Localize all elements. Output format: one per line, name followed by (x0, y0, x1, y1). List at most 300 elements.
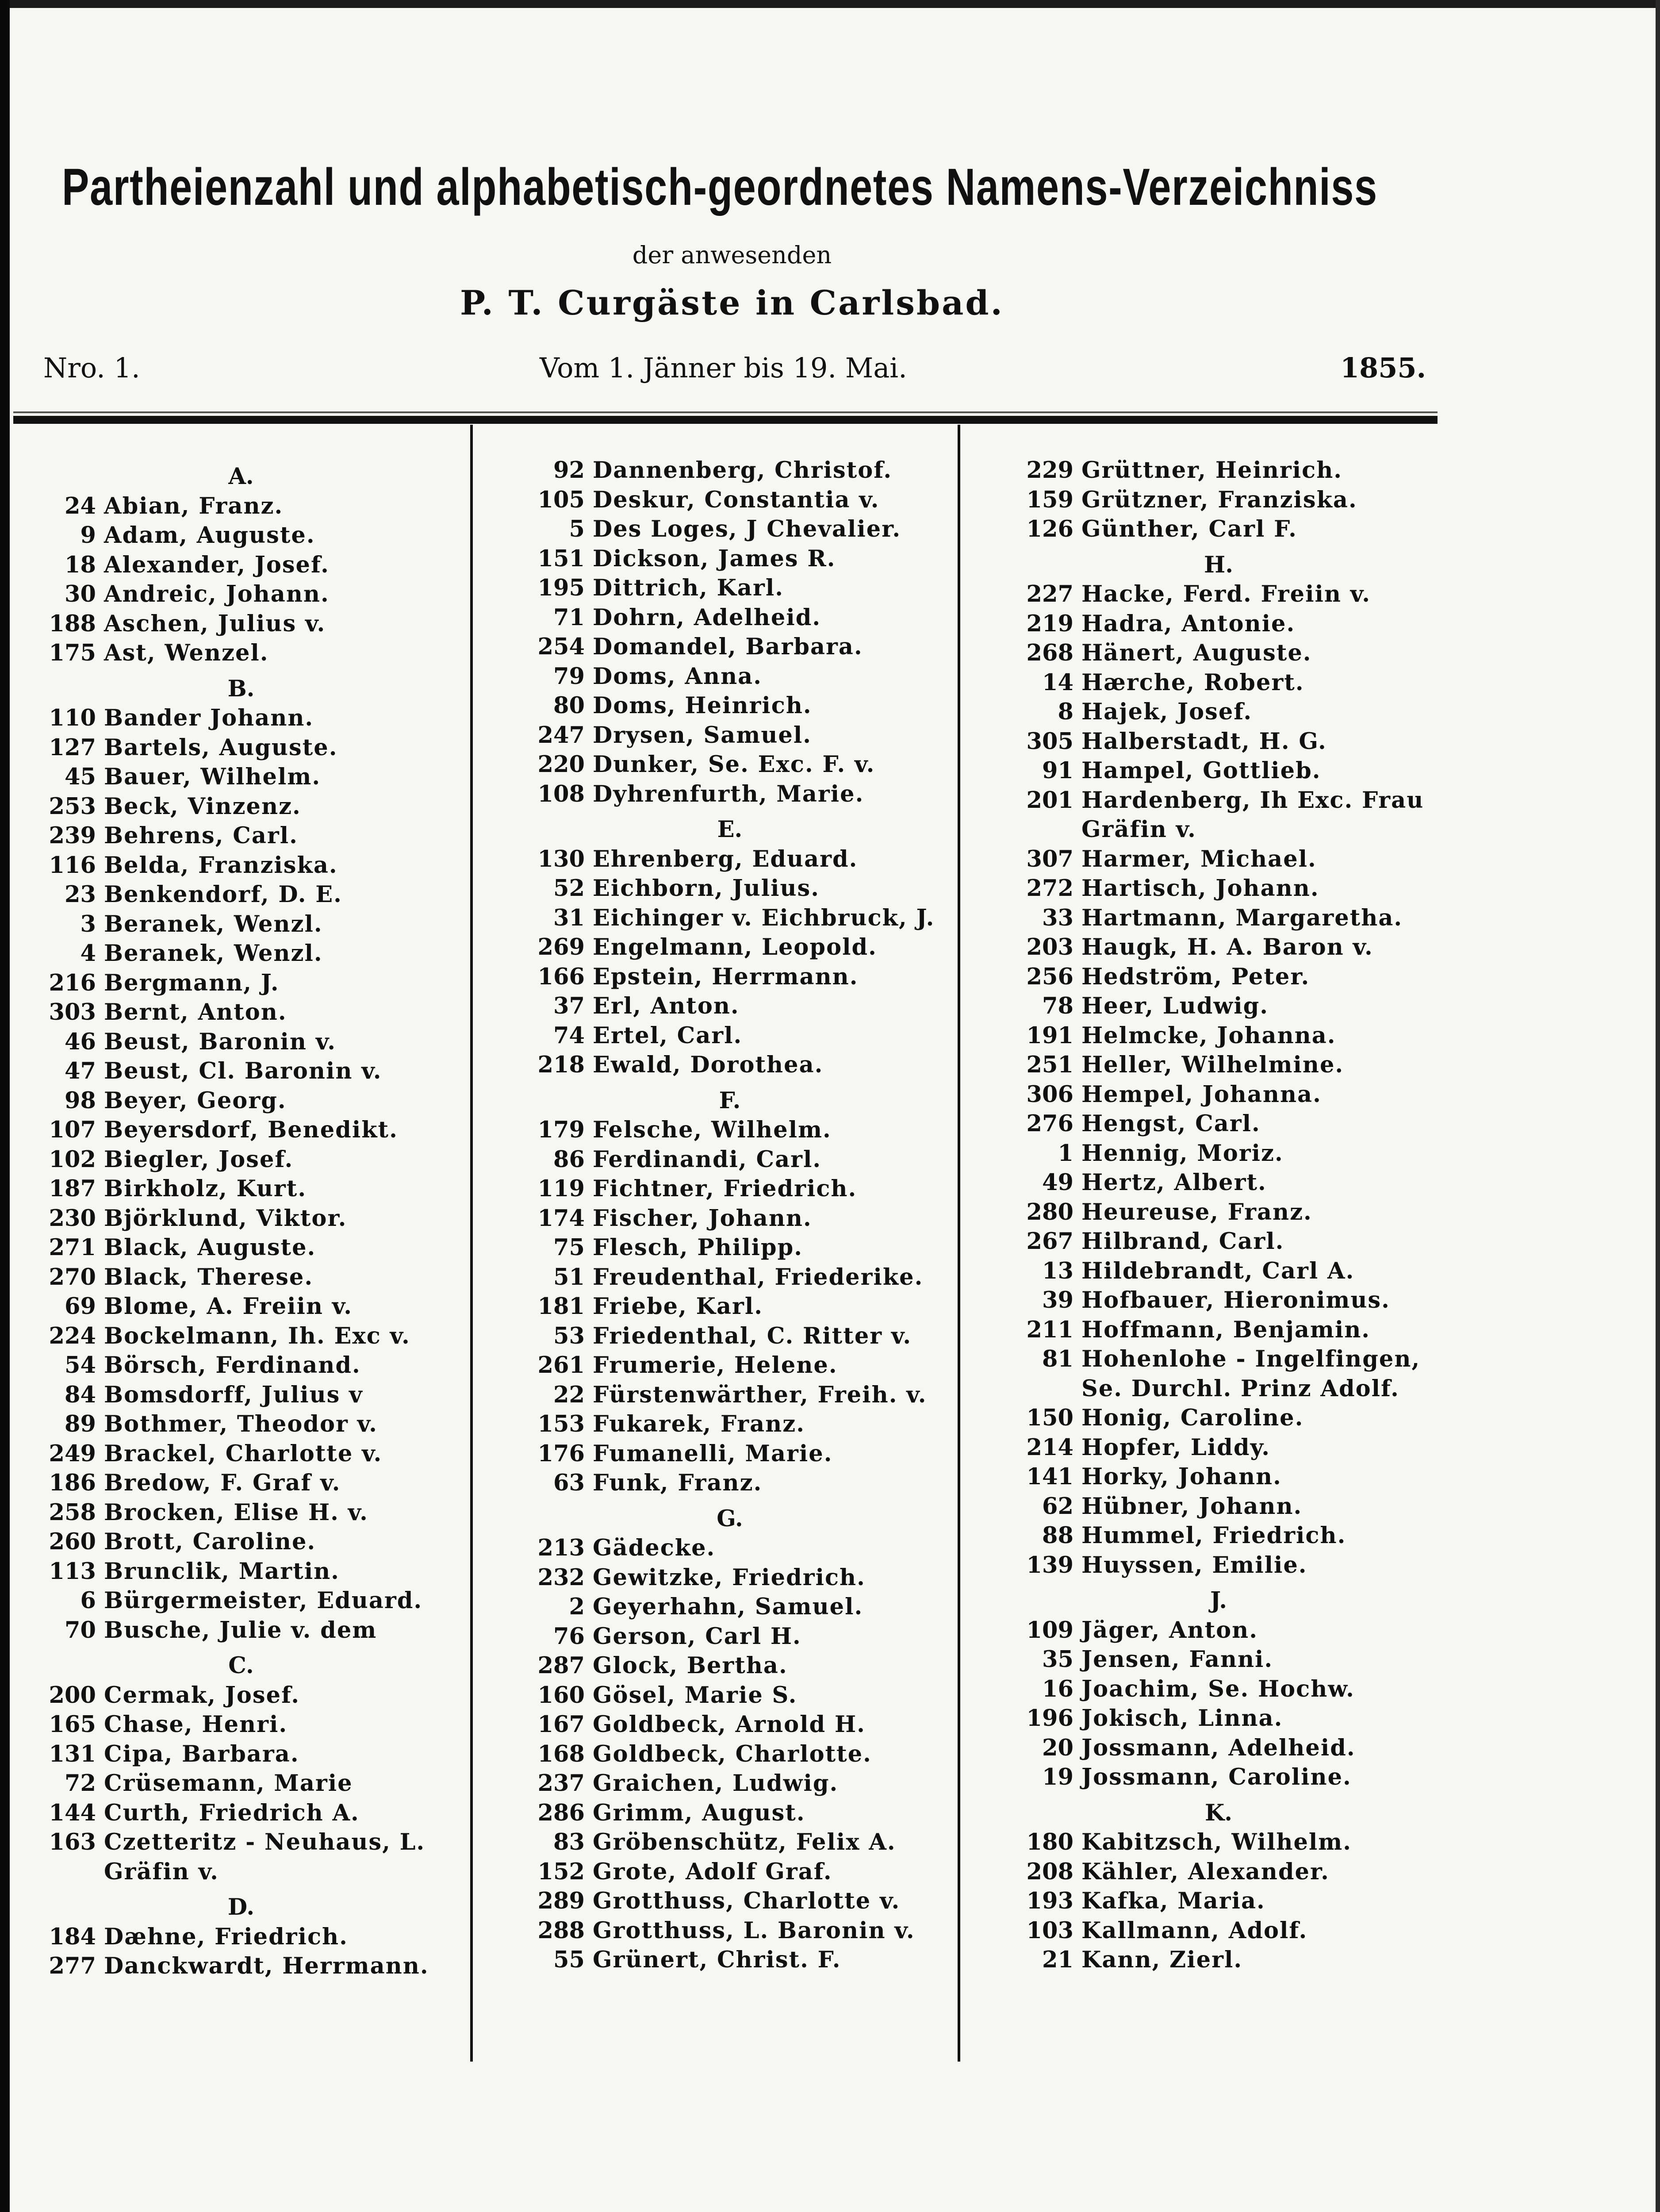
guest-name: Deskur, Constantia v. (593, 486, 880, 513)
guest-name: Bauer, Wilhelm. (104, 764, 321, 790)
list-item (20, 1351, 462, 1380)
party-number: 72 (65, 1770, 96, 1797)
guest-name: Crüsemann, Marie (104, 1770, 353, 1797)
list-item (20, 492, 462, 521)
party-number: 237 (537, 1770, 585, 1797)
list-item (509, 1563, 951, 1593)
party-number: 167 (537, 1711, 585, 1738)
column-divider-2 (958, 425, 960, 2062)
party-number: 62 (1042, 1493, 1073, 1520)
list-item (997, 1080, 1440, 1110)
party-number: 131 (49, 1740, 96, 1767)
list-item (997, 903, 1440, 933)
party-number: 76 (553, 1623, 585, 1650)
guest-name: Hofbauer, Hieronimus. (1081, 1287, 1390, 1313)
name-column-3 (997, 456, 1440, 1975)
guest-name: Black, Therese. (104, 1263, 314, 1290)
list-item (20, 1951, 462, 1981)
guest-name: Hempel, Johanna. (1081, 1081, 1322, 1108)
issue-year: 1855. (1340, 352, 1426, 384)
party-number: 160 (537, 1682, 585, 1709)
list-item (509, 1468, 951, 1498)
list-item (20, 1233, 462, 1263)
guest-name: Benkendorf, D. E. (104, 881, 342, 908)
list-item (20, 703, 462, 733)
party-number: 24 (65, 492, 96, 519)
guest-name: Grotthuss, L. Baronin v. (593, 1917, 915, 1944)
party-number: 31 (553, 904, 585, 931)
guest-name: Gewitzke, Friedrich. (593, 1564, 866, 1591)
guest-name: Gerson, Carl H. (593, 1623, 801, 1650)
name-column-2 (509, 456, 951, 1975)
party-number: 18 (65, 551, 96, 578)
guest-name: Engelmann, Leopold. (593, 934, 877, 960)
list-item (997, 1492, 1440, 1521)
list-item (509, 1886, 951, 1916)
list-item (997, 1050, 1440, 1080)
guest-name: Heller, Wilhelmine. (1081, 1052, 1344, 1078)
guest-name: Bergmann, J. (104, 969, 280, 996)
list-item (997, 1462, 1440, 1492)
party-number: 20 (1042, 1734, 1073, 1761)
list-item (509, 1740, 951, 1769)
list-item (509, 962, 951, 992)
guest-name: Blome, A. Freiin v. (104, 1293, 353, 1320)
guest-name-continuation: Gräfin v. (1081, 816, 1196, 843)
party-number: 13 (1042, 1257, 1073, 1284)
list-item (997, 697, 1440, 727)
party-number: 130 (537, 845, 585, 872)
list-item (20, 1922, 462, 1952)
guest-name: Grote, Adolf Graf. (593, 1858, 832, 1885)
party-number: 16 (1042, 1675, 1073, 1702)
party-number: 159 (1026, 486, 1073, 513)
list-item (997, 1521, 1440, 1551)
party-number: 78 (1042, 993, 1073, 1019)
party-number: 201 (1026, 787, 1073, 814)
party-number: 251 (1026, 1052, 1073, 1078)
guest-name: Black, Auguste. (104, 1234, 316, 1261)
guest-name: Belda, Franziska. (104, 852, 338, 879)
party-number: 227 (1026, 581, 1073, 607)
party-number: 1 (1058, 1140, 1073, 1167)
guest-name: Horky, Johann. (1081, 1463, 1282, 1490)
guest-name: Grüttner, Heinrich. (1081, 457, 1343, 484)
guest-name: Hoffmann, Benjamin. (1081, 1316, 1371, 1343)
party-number: 98 (65, 1087, 96, 1114)
list-item (509, 456, 951, 485)
party-number: 272 (1026, 875, 1073, 902)
party-number: 247 (537, 722, 585, 749)
list-item (20, 880, 462, 910)
party-number: 6 (80, 1587, 96, 1614)
guest-name: Abian, Franz. (104, 492, 284, 519)
party-number: 219 (1026, 610, 1073, 637)
party-number: 306 (1026, 1081, 1073, 1108)
party-number: 107 (49, 1117, 96, 1143)
subtitle-heading: P. T. Curgäste in Carlsbad. (460, 283, 1004, 323)
list-item (509, 603, 951, 633)
list-item (997, 786, 1440, 815)
list-item (997, 456, 1440, 485)
guest-name: Jensen, Fanni. (1081, 1646, 1273, 1673)
letter-heading: C. (228, 1652, 254, 1679)
list-item (509, 991, 951, 1021)
party-number: 105 (537, 486, 585, 513)
guest-name: Grotthuss, Charlotte v. (593, 1888, 901, 1914)
list-item (997, 1616, 1440, 1645)
list-item (20, 1086, 462, 1116)
list-item (509, 1380, 951, 1410)
list-item (997, 1315, 1440, 1345)
party-number: 23 (65, 881, 96, 908)
column-divider-1 (470, 425, 473, 2062)
list-item (509, 1050, 951, 1080)
guest-name: Börsch, Ferdinand. (104, 1352, 361, 1379)
name-column-1 (20, 456, 462, 1981)
guest-name: Fumanelli, Marie. (593, 1440, 833, 1467)
guest-name: Glock, Bertha. (593, 1652, 788, 1679)
party-number: 186 (49, 1470, 96, 1496)
list-item (20, 1710, 462, 1740)
guest-name: Kann, Zierl. (1081, 1947, 1243, 1973)
scan-border-left (0, 0, 10, 2212)
guest-name-continuation: Gräfin v. (104, 1858, 219, 1885)
party-number: 174 (537, 1205, 585, 1232)
guest-name: Günther, Carl F. (1081, 516, 1297, 542)
guest-name: Jokisch, Linna. (1081, 1705, 1283, 1732)
guest-name: Chase, Henri. (104, 1711, 288, 1738)
issue-number: Nro. 1. (43, 352, 140, 384)
list-item (20, 1557, 462, 1586)
guest-name: Grünert, Christ. F. (593, 1947, 841, 1973)
list-item (509, 1592, 951, 1622)
letter-heading: K. (1204, 1799, 1233, 1826)
party-number: 151 (537, 545, 585, 572)
guest-name: Frumerie, Helene. (593, 1352, 838, 1379)
guest-name: Hærche, Robert. (1081, 669, 1304, 696)
party-number: 30 (65, 581, 96, 607)
guest-name: Dunker, Se. Exc. F. v. (593, 751, 875, 778)
guest-name: Joachim, Se. Hochw. (1081, 1675, 1355, 1702)
guest-name: Hadra, Antonie. (1081, 610, 1296, 637)
guest-name: Cermak, Josef. (104, 1682, 300, 1709)
list-item (20, 1409, 462, 1439)
guest-name: Brunclik, Martin. (104, 1558, 340, 1585)
party-number: 165 (49, 1711, 96, 1738)
guest-name: Hennig, Moriz. (1081, 1140, 1284, 1167)
list-item (509, 544, 951, 574)
party-number: 83 (553, 1829, 585, 1855)
list-item (20, 910, 462, 939)
party-number: 113 (49, 1558, 96, 1585)
party-number: 144 (49, 1799, 96, 1826)
guest-name: Kafka, Maria. (1081, 1888, 1265, 1914)
party-number: 196 (1026, 1705, 1073, 1732)
party-number: 216 (49, 969, 96, 996)
party-number: 80 (553, 692, 585, 719)
guest-name: Biegler, Josef. (104, 1146, 294, 1173)
guest-name: Flesch, Philipp. (593, 1234, 803, 1261)
guest-name: Epstein, Herrmann. (593, 963, 859, 990)
guest-name: Haugk, H. A. Baron v. (1081, 934, 1373, 960)
list-item (997, 1763, 1440, 1792)
party-number: 187 (49, 1175, 96, 1202)
letter-heading: J. (1210, 1587, 1227, 1614)
guest-name: Heer, Ludwig. (1081, 993, 1269, 1019)
guest-name: Doms, Heinrich. (593, 692, 812, 719)
guest-name: Heureuse, Franz. (1081, 1198, 1312, 1225)
list-item (509, 485, 951, 515)
guest-name: Kähler, Alexander. (1081, 1858, 1330, 1885)
list-item (509, 903, 951, 933)
guest-name: Harmer, Michael. (1081, 845, 1317, 872)
list-item (20, 521, 462, 550)
list-item (509, 1021, 951, 1051)
list-item (509, 1263, 951, 1292)
party-number: 261 (537, 1352, 585, 1379)
guest-name: Fichtner, Friedrich. (593, 1175, 857, 1202)
party-number: 175 (49, 640, 96, 666)
guest-name: Erl, Anton. (593, 993, 740, 1019)
guest-name-continuation: Se. Durchl. Prinz Adolf. (1081, 1375, 1399, 1402)
list-item (997, 1945, 1440, 1975)
guest-name: Bander Johann. (104, 705, 314, 731)
guest-name: Drysen, Samuel. (593, 722, 812, 749)
party-number: 2 (569, 1594, 585, 1620)
list-item (997, 1168, 1440, 1198)
guest-name: Czetteritz - Neuhaus, L. (104, 1829, 426, 1855)
list-item (509, 1651, 951, 1681)
guest-name: Ehrenberg, Eduard. (593, 845, 858, 872)
guest-name: Beranek, Wenzl. (104, 910, 323, 937)
party-number: 268 (1026, 640, 1073, 666)
guest-name: Fukarek, Franz. (593, 1411, 805, 1437)
guest-name: Hardenberg, Ih Exc. Frau (1081, 787, 1424, 814)
list-item (509, 1828, 951, 1857)
party-number: 92 (553, 457, 585, 484)
letter-heading: H. (1204, 551, 1233, 578)
guest-name: Beck, Vinzenz. (104, 793, 301, 820)
list-item (20, 968, 462, 998)
party-number: 91 (1042, 757, 1073, 784)
list-item (20, 1468, 462, 1498)
list-item (997, 1704, 1440, 1733)
list-item (509, 721, 951, 750)
list-item (509, 845, 951, 874)
party-number: 176 (537, 1440, 585, 1467)
guest-name: Bockelmann, Ih. Exc v. (104, 1322, 410, 1349)
list-item (997, 756, 1440, 786)
party-number: 253 (49, 793, 96, 820)
list-item (997, 515, 1440, 544)
guest-name: Hohenlohe - Ingelfingen, (1081, 1346, 1421, 1372)
party-number: 126 (1026, 516, 1073, 542)
list-item (997, 1433, 1440, 1463)
list-item (509, 573, 951, 603)
list-item (997, 1256, 1440, 1286)
list-item (20, 1115, 462, 1145)
list-item (509, 1769, 951, 1798)
list-item (509, 1409, 951, 1439)
party-number: 150 (1026, 1405, 1073, 1431)
guest-name: Ewald, Dorothea. (593, 1052, 824, 1078)
list-item (997, 1857, 1440, 1887)
party-number: 193 (1026, 1888, 1073, 1914)
guest-name: Hengst, Carl. (1081, 1110, 1261, 1137)
party-number: 88 (1042, 1522, 1073, 1549)
list-item (509, 1321, 951, 1351)
party-number: 179 (537, 1117, 585, 1143)
guest-name: Gösel, Marie S. (593, 1682, 797, 1709)
party-number: 3 (80, 910, 96, 937)
party-number: 270 (49, 1263, 96, 1290)
party-number: 307 (1026, 845, 1073, 872)
party-number: 256 (1026, 963, 1073, 990)
party-number: 116 (49, 852, 96, 879)
guest-name: Goldbeck, Arnold H. (593, 1711, 866, 1738)
letter-heading: A. (228, 463, 254, 490)
party-number: 127 (49, 734, 96, 761)
list-item (20, 1174, 462, 1204)
guest-name: Hampel, Gottlieb. (1081, 757, 1321, 784)
guest-name: Bredow, F. Graf v. (104, 1470, 341, 1496)
guest-name: Halberstadt, H. G. (1081, 728, 1327, 755)
list-item (509, 1351, 951, 1380)
party-number: 191 (1026, 1022, 1073, 1049)
guest-name: Busche, Julie v. dem (104, 1617, 377, 1644)
party-number: 71 (553, 604, 585, 631)
party-number: 166 (537, 963, 585, 990)
letter-heading: G. (717, 1505, 743, 1532)
guest-name: Brocken, Elise H. v. (104, 1499, 368, 1526)
guest-name: Bürgermeister, Eduard. (104, 1587, 423, 1614)
list-item (20, 1828, 462, 1857)
guest-name: Bomsdorff, Julius v (104, 1381, 363, 1408)
party-number: 208 (1026, 1858, 1073, 1885)
guest-name: Ferdinandi, Carl. (593, 1146, 822, 1173)
party-number: 153 (537, 1411, 585, 1437)
guest-name: Dæhne, Friedrich. (104, 1923, 348, 1950)
list-item (20, 580, 462, 609)
list-item (509, 750, 951, 780)
list-item (20, 638, 462, 668)
party-number: 211 (1026, 1316, 1073, 1343)
list-item (20, 1145, 462, 1175)
guest-name: Des Loges, J Chevalier. (593, 516, 901, 542)
guest-name: Björklund, Viktor. (104, 1205, 347, 1232)
list-item (20, 1769, 462, 1798)
list-item (997, 727, 1440, 757)
list-item (509, 1798, 951, 1828)
list-item (997, 1227, 1440, 1256)
party-number: 152 (537, 1858, 585, 1885)
party-number: 74 (553, 1022, 585, 1049)
guest-name: Danckwardt, Herrmann. (104, 1953, 429, 1979)
party-number: 277 (49, 1953, 96, 1979)
party-number: 69 (65, 1293, 96, 1320)
party-number: 220 (537, 751, 585, 778)
guest-name: Beyer, Georg. (104, 1087, 287, 1114)
list-item (20, 851, 462, 880)
party-number: 119 (537, 1175, 585, 1202)
guest-name: Funk, Franz. (593, 1470, 763, 1496)
party-number: 39 (1042, 1287, 1073, 1313)
guest-name: Hedström, Peter. (1081, 963, 1310, 990)
guest-name: Gädecke. (593, 1535, 716, 1561)
list-item (20, 792, 462, 822)
guest-name: Kallmann, Adolf. (1081, 1917, 1308, 1944)
party-number: 200 (49, 1682, 96, 1709)
guest-name: Huyssen, Emilie. (1081, 1551, 1307, 1578)
guest-name: Hummel, Friedrich. (1081, 1522, 1346, 1549)
party-number: 184 (49, 1923, 96, 1950)
guest-name: Helmcke, Johanna. (1081, 1022, 1336, 1049)
guest-name: Cipa, Barbara. (104, 1740, 299, 1767)
list-item (509, 933, 951, 962)
party-number: 288 (537, 1917, 585, 1944)
list-item (997, 1886, 1440, 1916)
party-number: 224 (49, 1322, 96, 1349)
party-number: 52 (553, 875, 585, 902)
guest-name: Behrens, Carl. (104, 822, 298, 849)
list-item (509, 691, 951, 721)
list-item (997, 1645, 1440, 1674)
list-item (997, 874, 1440, 903)
list-item (509, 1292, 951, 1321)
list-item (509, 662, 951, 691)
list-item (20, 1586, 462, 1616)
guest-name: Hildebrandt, Carl A. (1081, 1257, 1355, 1284)
list-item (20, 762, 462, 792)
guest-name: Jossmann, Adelheid. (1081, 1734, 1356, 1761)
party-number: 102 (49, 1146, 96, 1173)
guest-name: Aschen, Julius v. (104, 610, 326, 637)
party-number: 5 (569, 516, 585, 542)
list-item (20, 733, 462, 763)
party-number: 63 (553, 1470, 585, 1496)
list-item (997, 1286, 1440, 1315)
party-number: 108 (537, 780, 585, 807)
list-item (997, 1828, 1440, 1857)
page-title: Partheienzahl und alphabetisch-geordnetes Namens-Verzeichniss (62, 158, 1378, 216)
list-item (997, 638, 1440, 668)
party-number: 195 (537, 575, 585, 601)
party-number: 22 (553, 1381, 585, 1408)
list-item (20, 821, 462, 851)
list-item (509, 1233, 951, 1263)
party-number: 109 (1026, 1617, 1073, 1644)
list-item (997, 580, 1440, 609)
guest-name: Beranek, Wenzl. (104, 940, 323, 967)
list-item (20, 1027, 462, 1057)
party-number: 35 (1042, 1646, 1073, 1673)
party-number: 286 (537, 1799, 585, 1826)
guest-name: Ast, Wenzel. (104, 640, 269, 666)
guest-name: Hartmann, Margaretha. (1081, 904, 1403, 931)
party-number: 163 (49, 1829, 96, 1855)
party-number: 21 (1042, 1947, 1073, 1973)
party-number: 229 (1026, 457, 1073, 484)
guest-name: Bartels, Auguste. (104, 734, 338, 761)
party-number: 267 (1026, 1228, 1073, 1255)
party-number: 84 (65, 1381, 96, 1408)
list-item (509, 874, 951, 903)
guest-name: Jäger, Anton. (1081, 1617, 1258, 1644)
guest-name: Curth, Friedrich A. (104, 1799, 360, 1826)
party-number: 79 (553, 663, 585, 690)
list-item (997, 609, 1440, 639)
